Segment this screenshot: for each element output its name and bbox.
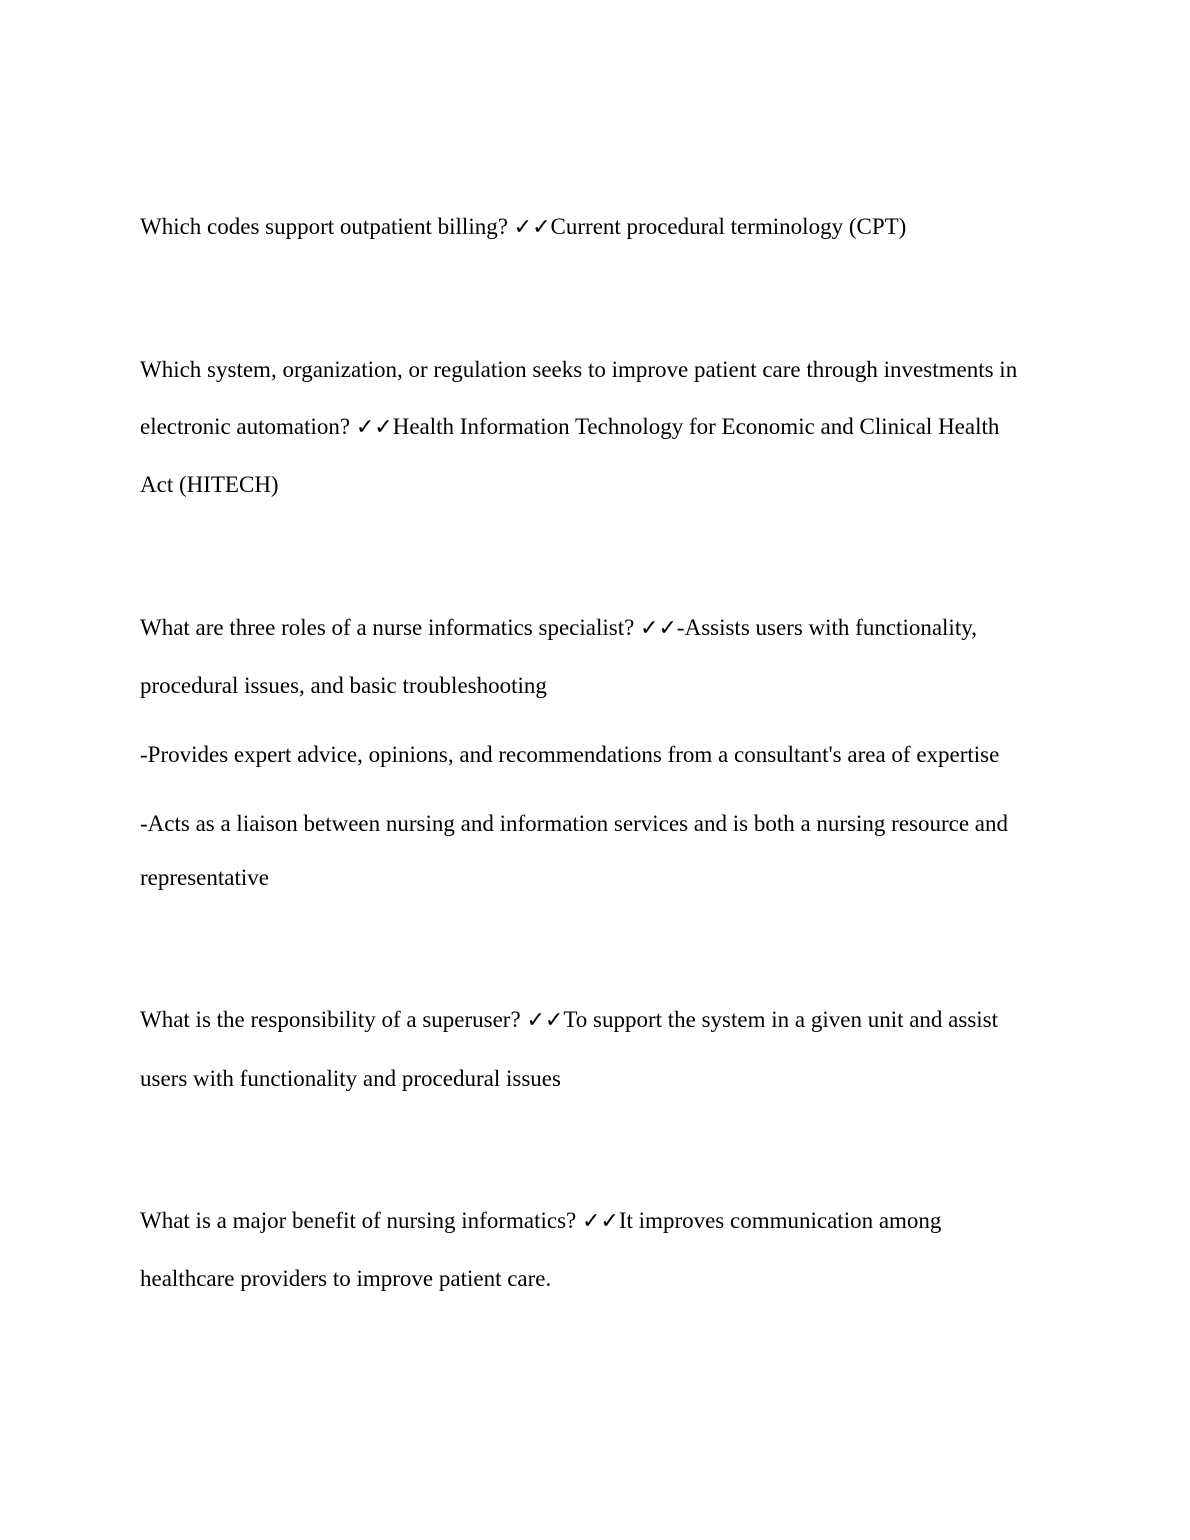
qa-2-answer: Health Information Technology for Economic and Clinical Health: [392, 414, 1000, 439]
qa-2-line-3: [140, 471, 1050, 499]
qa-5-line-2: [140, 1265, 1050, 1293]
qa-4-line-2: [140, 1065, 1050, 1093]
qa-5-answer: It improves communication among: [618, 1208, 942, 1233]
qa-3-line-1: [140, 614, 1050, 643]
qa-3-line-2: [140, 672, 1050, 700]
qa-2-question-cont: electronic automation?: [140, 414, 351, 439]
qa-4-answer: To support the system in a given unit and assist: [563, 1007, 999, 1032]
double-check-icon: ✓✓: [526, 1008, 564, 1033]
qa-3-answer-cont: procedural issues, and basic troubleshooting: [140, 673, 547, 698]
qa-1-question: Which codes support outpatient billing?: [140, 214, 508, 239]
qa-3-line-4: [140, 810, 1050, 838]
qa-3-answer-item-3-cont: representative: [140, 865, 269, 890]
double-check-icon: ✓✓: [581, 1209, 619, 1234]
qa-3-answer-item-3: -Acts as a liaison between nursing and information services and is both a nursing resource and: [140, 811, 1009, 836]
qa-4-question: What is the responsibility of a superuser?: [140, 1007, 521, 1032]
qa-3-question: What are three roles of a nurse informatics specialist?: [140, 615, 635, 640]
qa-5-line-1: [140, 1207, 1050, 1236]
double-check-icon: ✓✓: [640, 616, 677, 641]
qa-2-line-2: [140, 413, 1050, 442]
qa-4-line-1: [140, 1006, 1050, 1035]
qa-1-line-1: [140, 213, 1050, 242]
qa-2-answer-cont: Act (HITECH): [140, 472, 279, 497]
qa-2-line-1: [140, 356, 1050, 384]
qa-3-line-3: [140, 741, 1050, 769]
double-check-icon: ✓✓: [355, 415, 393, 440]
qa-5-question: What is a major benefit of nursing informatics?: [140, 1208, 577, 1233]
qa-1-answer: Current procedural terminology (CPT): [550, 214, 907, 239]
qa-5-answer-cont: healthcare providers to improve patient care.: [140, 1266, 552, 1291]
qa-2-question: Which system, organization, or regulation seeks to improve patient care through investments in: [140, 357, 1018, 382]
double-check-icon: ✓✓: [513, 215, 551, 240]
qa-3-line-5: [140, 864, 1050, 892]
qa-4-answer-cont: users with functionality and procedural issues: [140, 1066, 561, 1091]
qa-3-answer: -Assists users with functionality,: [676, 615, 977, 640]
qa-3-answer-item-2: -Provides expert advice, opinions, and recommendations from a consultant's area of expertise: [140, 742, 1000, 767]
